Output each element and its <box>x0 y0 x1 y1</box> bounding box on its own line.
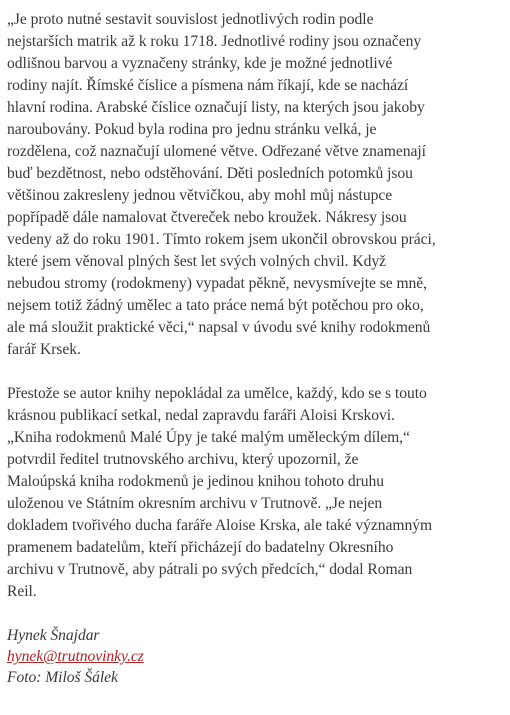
paragraph-line: „Kniha rodokmenů Malé Úpy je také malým uměleckým dílem,“ <box>7 429 410 446</box>
photo-credit: Foto: Miloš Šálek <box>7 669 118 686</box>
paragraph-line: rozdělena, což naznačují ulomené větve. Odřezané větve znamenají <box>7 143 426 160</box>
paragraph-line: buď bezdětnost, nebo odstěhování. Děti posledních potomků jsou <box>7 165 413 182</box>
paragraph-line: hlavní rodina. Arabské číslice označují listy, na kterých jsou jakoby <box>7 99 425 116</box>
article-signature <box>7 625 507 688</box>
paragraph-line: ale má sloužit praktické věci,“ napsal v úvodu své knihy rodokmenů <box>7 319 431 336</box>
paragraph-line: archivu v Trutnově, aby pátrali po svých předcích,“ dodal Roman <box>7 561 413 578</box>
paragraph-line: nejstarších matrik až k roku 1718. Jednotlivé rodiny jsou označeny <box>7 33 422 50</box>
paragraph-line: „Je proto nutné sestavit souvislost jednotlivých rodin podle <box>7 11 374 28</box>
paragraph-line: Přestože se autor knihy nepokládal za umělce, každý, kdo se s touto <box>7 385 427 402</box>
paragraph-line: nejsem totiž žádný umělec a tato práce nemá být potěchou pro oko, <box>7 297 424 314</box>
article-paragraph-1 <box>7 9 507 361</box>
article-body <box>7 9 507 688</box>
paragraph-line: vedeny až do roku 1901. Tímto rokem jsem ukončil obrovskou práci, <box>7 231 436 248</box>
author-name: Hynek Šnajdar <box>7 627 100 644</box>
paragraph-line: většinou zakresleny jednou větvičkou, aby mohl můj nástupce <box>7 187 393 204</box>
paragraph-line: odlišnou barvou a vyznačeny stránky, kde je možné jednotlivé <box>7 55 393 72</box>
paragraph-line: farář Krsek. <box>7 341 81 358</box>
author-email-link[interactable]: hynek@trutnovinky.cz <box>7 648 144 665</box>
paragraph-spacer <box>7 361 507 383</box>
paragraph-line: dokladem tvořivého ducha faráře Aloise Krska, ale také významným <box>7 517 433 534</box>
paragraph-line: popřípadě dále namalovat čtvereček nebo kroužek. Nákresy jsou <box>7 209 407 226</box>
article-paragraph-2 <box>7 383 507 603</box>
paragraph-line: Maloúpská kniha rodokmenů je jedinou knihou tohoto druhu <box>7 473 385 490</box>
paragraph-line: které jsem věnoval plných šest let svých volných chvil. Když <box>7 253 386 270</box>
paragraph-line: krásnou publikací setkal, nedal zapravdu faráři Aloisi Krskovi. <box>7 407 395 424</box>
paragraph-line: Reil. <box>7 583 37 600</box>
paragraph-line: naroubovány. Pokud byla rodina pro jednu stránku velká, je <box>7 121 377 138</box>
paragraph-line: rodiny najít. Římské číslice a písmena nám říkají, kde se nachází <box>7 77 409 94</box>
paragraph-line: uloženou ve Státním okresním archivu v Trutnově. „Je nejen <box>7 495 383 512</box>
paragraph-line: pramenem badatelům, kteří přicházejí do badatelny Okresního <box>7 539 394 556</box>
paragraph-line: nebudou stromy (rodokmeny) vypadat pěkně, nevysmívejte se mně, <box>7 275 427 292</box>
paragraph-line: potvrdil ředitel trutnovského archivu, který upozornil, že <box>7 451 359 468</box>
